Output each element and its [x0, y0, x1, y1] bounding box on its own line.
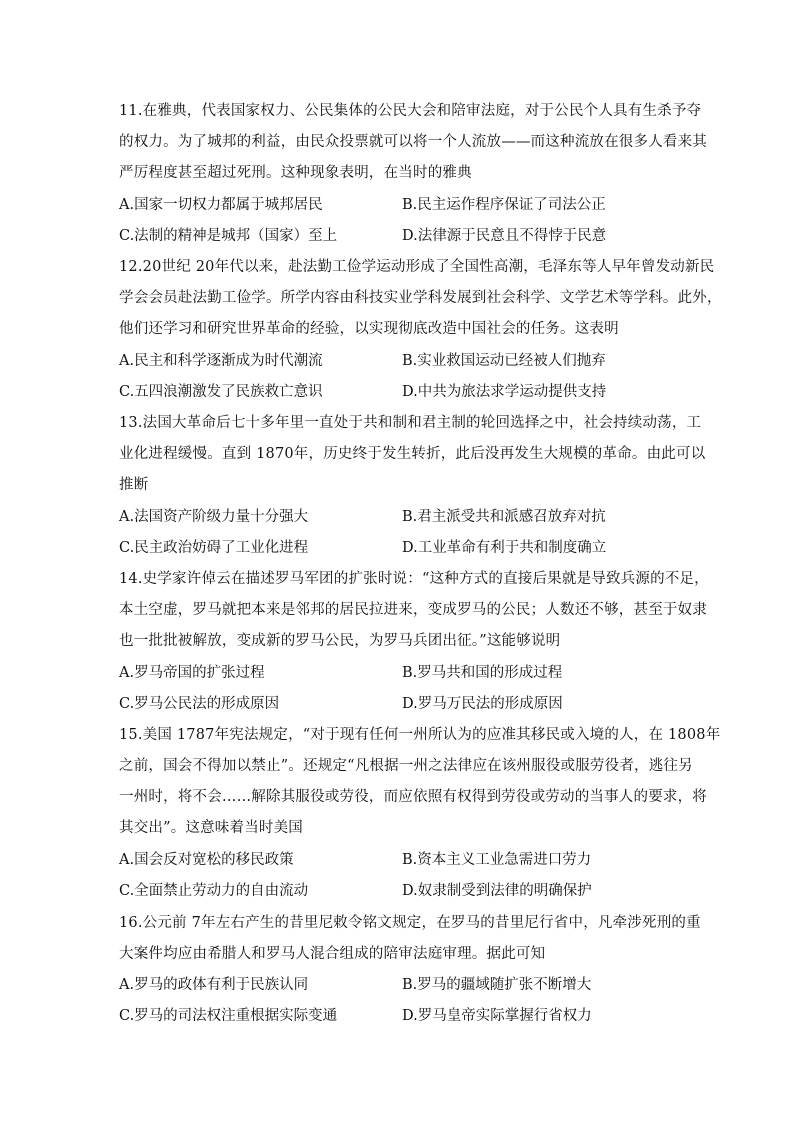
stem-line: 14.史学家许倬云在描述罗马军团的扩张时说：“这种方式的直接后果就是导致兵源的不足， — [119, 571, 709, 587]
question-12-options-row-1 — [119, 346, 679, 377]
option-c[interactable]: C.全面禁止劳动力的自由流动 — [119, 883, 309, 899]
option-a[interactable]: A.国会反对宽松的移民政策 — [119, 852, 294, 868]
option-d[interactable]: D.工业革命有利于共和制度确立 — [402, 540, 607, 556]
question-15-stem — [119, 720, 721, 844]
option-a[interactable]: A.罗马帝国的扩张过程 — [119, 665, 265, 681]
option-a[interactable]: A.国家一切权力都属于城邦居民 — [119, 197, 323, 213]
option-a[interactable]: A.民主和科学逐渐成为时代潮流 — [119, 353, 323, 369]
option-b[interactable]: B.罗马的疆域随扩张不断增大 — [402, 977, 592, 993]
question-13-stem — [119, 408, 706, 501]
option-a[interactable]: A.法国资产阶级力量十分强大 — [119, 509, 309, 525]
stem-line: 其交出”。这意味着当时美国 — [119, 820, 304, 836]
stem-line: 也一批批被解放，变成新的罗马公民，为罗马兵团出征。”这能够说明 — [119, 633, 561, 649]
stem-line: 的权力。为了城邦的利益，由民众投票就可以将一个人流放——而这种流放在很多人看来其 — [119, 134, 707, 150]
option-b[interactable]: B.罗马共和国的形成过程 — [402, 665, 563, 681]
option-c[interactable]: C.五四浪潮激发了民族救亡意识 — [119, 384, 323, 400]
stem-line: 16.公元前 7年左右产生的昔里尼敕令铭文规定，在罗马的昔里尼行省中，凡牵涉死刑的重 — [119, 915, 701, 931]
stem-line: 严厉程度甚至超过死刑。这种现象表明，在当时的雅典 — [119, 165, 472, 181]
stem-line: 他们还学习和研究世界革命的经验，以实现彻底改造中国社会的任务。这表明 — [119, 321, 619, 337]
option-d[interactable]: D.罗马万民法的形成原因 — [402, 696, 563, 712]
option-a[interactable]: A.罗马的政体有利于民族认同 — [119, 977, 309, 993]
stem-line: 学会会员赴法勤工俭学。所学内容由科技实业学科发展到社会科学、文学艺术等学科。此外， — [119, 290, 722, 306]
option-b[interactable]: B.君主派受共和派感召放弃对抗 — [402, 509, 606, 525]
option-d[interactable]: D.法律源于民意且不得悖于民意 — [402, 228, 607, 244]
option-c[interactable]: C.法制的精神是城邦（国家）至上 — [119, 228, 338, 244]
question-14-options-row-1 — [119, 658, 679, 689]
option-c[interactable]: C.民主政治妨碍了工业化进程 — [119, 540, 309, 556]
question-16-options-row-2 — [119, 1001, 679, 1032]
stem-line: 业化进程缓慢。直到 1870年，历史终于发生转折，此后没再发生大规模的革命。由此可以 — [119, 446, 706, 462]
option-c[interactable]: C.罗马的司法权注重根据实际变通 — [119, 1008, 338, 1024]
option-d[interactable]: D.罗马皇帝实际掌握行省权力 — [402, 1008, 592, 1024]
question-11-options-row-1 — [119, 190, 679, 221]
option-b[interactable]: B.实业救国运动已经被人们抛弃 — [402, 353, 606, 369]
stem-line: 之前，国会不得加以禁止”。还规定“凡根据一州之法律应在该州服役或服劳役者，逃往另 — [119, 758, 693, 774]
question-14-stem — [119, 564, 709, 657]
stem-line: 大案件均应由希腊人和罗马人混合组成的陪审法庭审理。据此可知 — [119, 946, 546, 962]
stem-line: 本土空虚，罗马就把本来是邻邦的居民拉进来，变成罗马的公民；人数还不够，甚至于奴隶 — [119, 602, 707, 618]
option-d[interactable]: D.中共为旅法求学运动提供支持 — [402, 384, 607, 400]
option-d[interactable]: D.奴隶制受到法律的明确保护 — [402, 883, 592, 899]
question-16-options-row-1 — [119, 970, 679, 1001]
stem-line: 12.20世纪 20年代以来，赴法勤工俭学运动形成了全国性高潮，毛泽东等人早年曾发动新民 — [119, 259, 715, 275]
stem-line: 一州时，将不会……解除其服役或劳役，而应依照有权得到劳役或劳动的当事人的要求，将 — [119, 789, 707, 805]
question-12-options-row-2 — [119, 377, 679, 408]
question-13-options-row-2 — [119, 533, 679, 564]
stem-line: 推断 — [119, 477, 149, 493]
option-b[interactable]: B.民主运作程序保证了司法公正 — [402, 197, 606, 213]
option-c[interactable]: C.罗马公民法的形成原因 — [119, 696, 280, 712]
question-15-options-row-1 — [119, 845, 679, 876]
question-14-options-row-2 — [119, 689, 679, 720]
option-b[interactable]: B.资本主义工业急需进口劳力 — [402, 852, 592, 868]
question-15-options-row-2 — [119, 876, 679, 907]
stem-line: 13.法国大革命后七十多年里一直处于共和制和君主制的轮回选择之中，社会持续动荡，工 — [119, 415, 702, 431]
question-16-stem — [119, 908, 701, 970]
question-13-options-row-1 — [119, 502, 679, 533]
stem-line: 11.在雅典，代表国家权力、公民集体的公民大会和陪审法庭，对于公民个人具有生杀予夺 — [119, 103, 702, 119]
question-11-stem — [119, 96, 707, 189]
question-12-stem — [119, 252, 722, 345]
stem-line: 15.美国 1787年宪法规定，“对于现有任何一州所认为的应准其移民或入境的人，在 1808年 — [119, 727, 721, 743]
question-11-options-row-2 — [119, 221, 679, 252]
